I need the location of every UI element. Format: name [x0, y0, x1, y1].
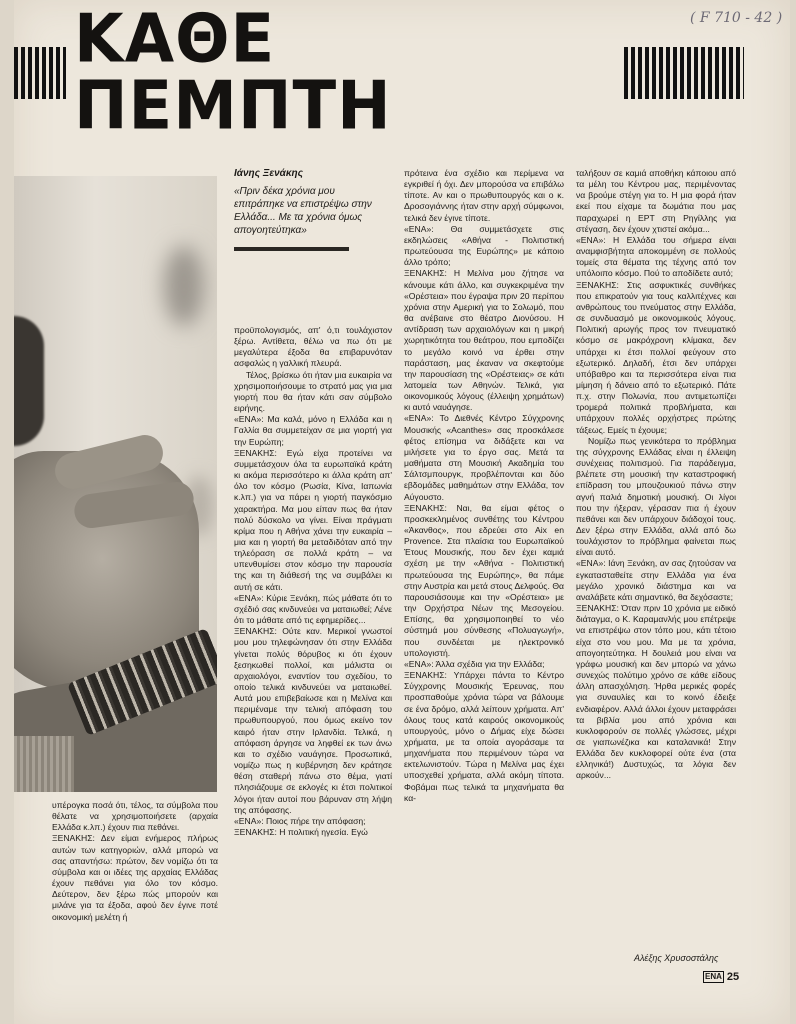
article-intro [234, 168, 384, 251]
paragraph: ΞΕΝΑΚΗΣ: Υπάρχει πάντα το Κέντρο Σύγχρονης Μουσικής Έρευνας, που προσπαθούμε χρόνια τώρα να βάλουμε σε ένα δρόμο, αλλά λείπουν χρήματα. Απ' όλους τους κατά καιρούς οικονομικούς υπουργούς, μόνο ο Δήμας είχε δώσει χρήματα, με τα οποία αγοράσαμε τα μηχανήματα που περιμένουν τώρα να εκτελωνιστούν. Τώρα η Μελίνα μας έχει υποσχεθεί χρήματα, αλλά ακόμη τίποτα. Φοβάμαι πως τελικά τα μηχανήματα θα κα- [404, 670, 564, 803]
paragraph: ταλήξουν σε καμιά αποθήκη κάποιου από τα μέλη του Κέντρου μας, περιμένοντας να βρούμε στέγη για το. Η μια φορά ήταν εκεί που είχαμε τα δωμάτια που μας παραχωρεί η ΕΡΤ στη Ρηγίλλης για στέγαση, δεν έχουν χτιστεί ακόμα... [576, 168, 736, 234]
paragraph: ΞΕΝΑΚΗΣ: Στις ασφυκτικές συνθήκες που επικρατούν για τους καλλιτέχνες και ανθρώπους του πνεύματος στην Ελλάδα, σε συνδυασμό με οικονομικούς λόγους. Πολιτική αρωγής προς τον πνευματικό κόσμο σε μακρόχρονη κλίμακα, δεν υπάρχει κι έτσι πολλοί φεύγουν στο εξωτερικό. Δηλαδή, έτσι δεν υπάρχει υπόβαθρο και τα περισσότερα είναι πια μίμηση ή δάνειο από το εξωτερικό. Πάτε π.χ. στην Πολωνία, που αντιμετωπίζει τρομερά πολιτικά προβλήματα, και υπάρχουν πολλές ορχήστρες πρώτης τάξεως. Εμείς τι έχουμε; [576, 279, 736, 435]
paragraph: «ΕΝΑ»: Άλλα σχέδια για την Ελλάδα; [404, 658, 545, 669]
author-name: Ιάνης Ξενάκης [234, 168, 303, 179]
paragraph: ΞΕΝΑΚΗΣ: Εγώ είχα προτείνει να συμμετάσχουν όλα τα ευρωπαϊκά κράτη κι ακόμα περισσότερο κι άλλα κράτη απ' όλο τον κόσμο (Ρωσία, Κίνα, Ιαπωνία κ.λπ.) για να πάρει η γιορτή παγκόσμιο χαρακτήρα. Μα μου είπαν πως θα ήταν πολύ δύσκολο να γίνει. Είναι πράγματι κρίμα που η Αθήνα χάνει την ευκαιρία – μια και η γιορτή θα μεταδιδόταν από την τηλεόραση σε πολλά κράτη – να υπενθυμίσει στον κόσμο την παρουσία της και τη διάθεσή της να συμβάλει κι αυτή σε κάτι. [234, 447, 392, 592]
paragraph: ΞΕΝΑΚΗΣ: Ναι, θα είμαι φέτος ο προσκεκλημένος συνθέτης του Κέντρου «Άκανθος», που εδρεύει στο Aix en Provence. Στα πλαίσια του Ευρωπαϊκού Έτους Μουσικής, που δεν έχει καμιά σχέση με την «Αθήνα - Πολιτιστική πρωτεύουσα της Ευρώπης», θα πάμε στην Αυστρία και μετά στους Δελφούς. Θα παρουσιάσουμε και την «Ορέστεια» με την Ορχήστρα Νέων της Μεσογείου. Επίσης, θα χρησιμοποιηθεί το νέο σύστημά μου σύνθεσης «Πολυαγωγή», που συνδέεται με ηλεκτρονικό υπολογιστή. [404, 502, 564, 658]
page-number: 25 [726, 971, 740, 983]
paragraph: «ΕΝΑ»: Θα συμμετάσχετε στις εκδηλώσεις «Αθήνα - Πολιτιστική πρωτεύουσα της Ευρώπης» με κάποιο άλλο τρόπο; [404, 223, 564, 268]
paragraph: ΞΕΝΑΚΗΣ: Η Μελίνα μου ζήτησε να κάνουμε κάτι άλλο, και συγκεκριμένα την «Ορέστεια» που έγραψα πριν 20 περίπου χρόνια στην Αμερική για το Σολωμό, που θα ανέβαινε στο θέατρο Διονύσου. Η αντίδραση των αρχαιολόγων και η μικρή χωρητικότητα του θεάτρου, που εμποδίζει το μεγάλο κοινό να έρθει στην παράσταση, μας έκαναν να σκεφτούμε την παρουσίαση της «Ορέστειας» σε κάτι λατομεία των Αθηνών. Τελικά, για οικονομικούς λόγους (έλλειψη χρημάτων) κι αυτό ναυάγησε. [404, 268, 564, 413]
column-4 [576, 168, 736, 782]
paragraph: «ΕΝΑ»: Ιάνη Ξενάκη, αν σας ζητούσαν να εγκατασταθείτε στην Ελλάδα για ένα μεγάλο χρονικό διάστημα και να αναλάβετε κάτι σημαντικό, θα δεχόσαστε; [576, 558, 736, 602]
paragraph: ΞΕΝΑΚΗΣ: Όταν πριν 10 χρόνια με ειδικό διάταγμα, ο Κ. Καραμανλής μου επέτρεψε να επιστρέψω στον τόπο μου, κάτι τέτοιο είχα στο νου μου. Μα με τα χρόνια, απογοητεύτηκα. Η δουλειά μου είναι να γράφω μουσική και δεν μπορώ να χάνω συνεχώς πολύτιμο χρόνο σε κάθε είδους άλλη απασχόληση. Ήρθα μερικές φορές για συναυλίες και το κοινό έδειξε ενδιαφέρον. Αλλά άλλοι έχουν μεταφράσει τα βιβλία μου από χρόνια και κυκλοφορούν σε πολλές γλώσσες, μέχρι σε γιαπωνέζικα και καταλανικά! Στην Ελλάδα δεν κυκλοφορεί ούτε ένα (στα ελληνικά!) Δυστυχώς, τα λόγια δεν αρκούν... [576, 603, 736, 781]
column-3 [404, 168, 564, 804]
left-bar-ornament [14, 47, 66, 99]
column-1-below-photo [52, 800, 218, 923]
handwritten-archive-note: ( F 710 - 42 ) [690, 10, 783, 26]
paragraph: Νομίζω πως γενικότερα το πρόβλημα της σύγχρονης Ελλάδας είναι η έλλειψη συνέχειας πολιτισμού. Για παράδειγμα, βλέπετε στη μουσική την καταστροφική επίδραση του μπουζουκιού πάνω στην αγνή παλιά δημοτική μουσική. Οι λίγοι που την ήξεραν, γέρασαν πια ή έχουν πεθάνει και δεν υπάρχουν διάδοχοί τους. Δεν ξέρω στην Ελλάδα, αλλά από δω τουλάχιστον το πρόβλημα φαίνεται πως είναι αυτό. [576, 435, 736, 558]
paragraph: «ΕΝΑ»: Ποιος πήρε την απόφαση; [234, 815, 366, 826]
paragraph: Τέλος, βρίσκω ότι ήταν μια ευκαιρία να χρησιμοποιήσουμε το στρατό μας για μια γιορτή που θα ήταν κάτι σαν σύμβολο ειρήνης. [234, 369, 392, 414]
paragraph: ΞΕΝΑΚΗΣ: Δεν είμαι ενήμερος πλήρως αυτών των κατηγοριών, αλλά μπορώ να σας απαντήσω: πρώτον, δεν νομίζω ότι τα σύμβολα και οι ιδέες της αρχαίας Ελλάδας έχουν πεθάνει για όλο τον κόσμο. Δεύτερον, δεν ξέρω πώς μπορούν και μιλάνε για τα έξοδα, αφού δεν έγινε ποτέ οικονομική μελέτη ή [52, 833, 218, 922]
paragraph: «ΕΝΑ»: Η Ελλάδα του σήμερα είναι αναμφισβήτητα αποκομμένη σε πολλούς τομείς στα θέματα της τέχνης από τον υπόλοιπο κόσμο. Πού το αποδίδετε αυτό; [576, 234, 736, 279]
paragraph: πρότεινα ένα σχέδιο και περίμενα να εγκριθεί ή όχι. Δεν μπορούσα να επιβάλω τίποτε. Αν και ο πρωθυπουργός και ο κ. Δροσογιάννης ήταν στην αρχή σύμφωνοι, τελικά δεν έγινε τίποτε. [404, 168, 564, 223]
paragraph: προϋπολογισμός, απ' ό,τι τουλάχιστον ξέρω. Αντίθετα, θέλω να πω ότι με μεγαλύτερα έξοδα θα επιβαρυνόταν ασφαλώς η γαλλική πλευρά. [234, 325, 392, 369]
column-2 [234, 325, 392, 838]
pull-quote: «Πριν δέκα χρόνια μου επιτράπηκε να επιστρέψω στην Ελλάδα... Με τα χρόνια όμως απογοητεύτηκα» [234, 186, 372, 237]
author-signature: Αλέξης Χρυσοστάλης [634, 953, 719, 963]
paragraph: ΞΕΝΑΚΗΣ: Ούτε καν. Μερικοί γνωστοί μου μου τηλεφώνησαν ότι στην Ελλάδα γίνεται πολύς θόρυβος κι ότι έχουν ξεσηκωθεί πολλοί, και μάλιστα οι αρχαιολόγοι, εναντίον του σχεδίου, το οποίο τελικά κινδυνεύει να ματαιωθεί. Αυτά μου επιβεβαίωσε και η Μελίνα και περιμέναμε την τελική απόφαση του πρωθυπουργού, που όμως εκείνο τον καιρό ήταν στην Ιρλανδία. Τελικά, η απόφαση άργησε να ληφθεί εκ των άνω και το σχέδιο ναυάγησε. Προσωπικά, νομίζω πως η κυβέρνηση δεν κράτησε θέση σταθερή πάνω στο θέμα, γιατί πλησιάζουμε σε εκλογές κι έτσι πολιτικοί λόγοι ήταν αυτοί που βάρυναν στη λήψη της απόφασης. [234, 626, 392, 815]
paragraph: υπέρογκα ποσά ότι, τέλος, τα σύμβολα που θέλατε να χρησιμοποιήσετε (αρχαία Ελλάδα κ.λπ.) έχουν πια πεθάνει. [52, 800, 218, 833]
paragraph: «ΕΝΑ»: Μα καλά, μόνο η Ελλάδα και η Γαλλία θα συμμετείχαν σε μια γιορτή για την Ευρώπη; [234, 414, 392, 447]
right-bar-ornament [624, 47, 744, 99]
page-headline: ΚΑΘΕ ΠΕΜΠΤΗ [73, 0, 392, 146]
paragraph: ΞΕΝΑΚΗΣ: Η πολιτική ηγεσία. Εγώ [234, 827, 368, 838]
page-folio [703, 971, 739, 983]
paragraph: «ΕΝΑ»: Το Διεθνές Κέντρο Σύγχρονης Μουσικής «Acanthes» σας προσκάλεσε φέτος επίσημα να διδάξετε και να μιλήσετε για το έργο σας. Μετά τα μαθήματα στη Μουσική Ακαδημία του Σάλτσμπουργκ, προβλέπονται και δύο εβδομάδες μαθημάτων στην Ελλάδα, τον Αύγουστο. [404, 413, 564, 502]
divider-rule [234, 247, 349, 251]
magazine-logo: ΕΝΑ [705, 972, 722, 981]
portrait-photo [14, 176, 217, 792]
paragraph: «ΕΝΑ»: Κύριε Ξενάκη, πώς μάθατε ότι το σχέδιό σας κινδυνεύει να ματαιωθεί; Λένε ότι το μάθατε από τις εφημερίδες... [234, 592, 392, 626]
